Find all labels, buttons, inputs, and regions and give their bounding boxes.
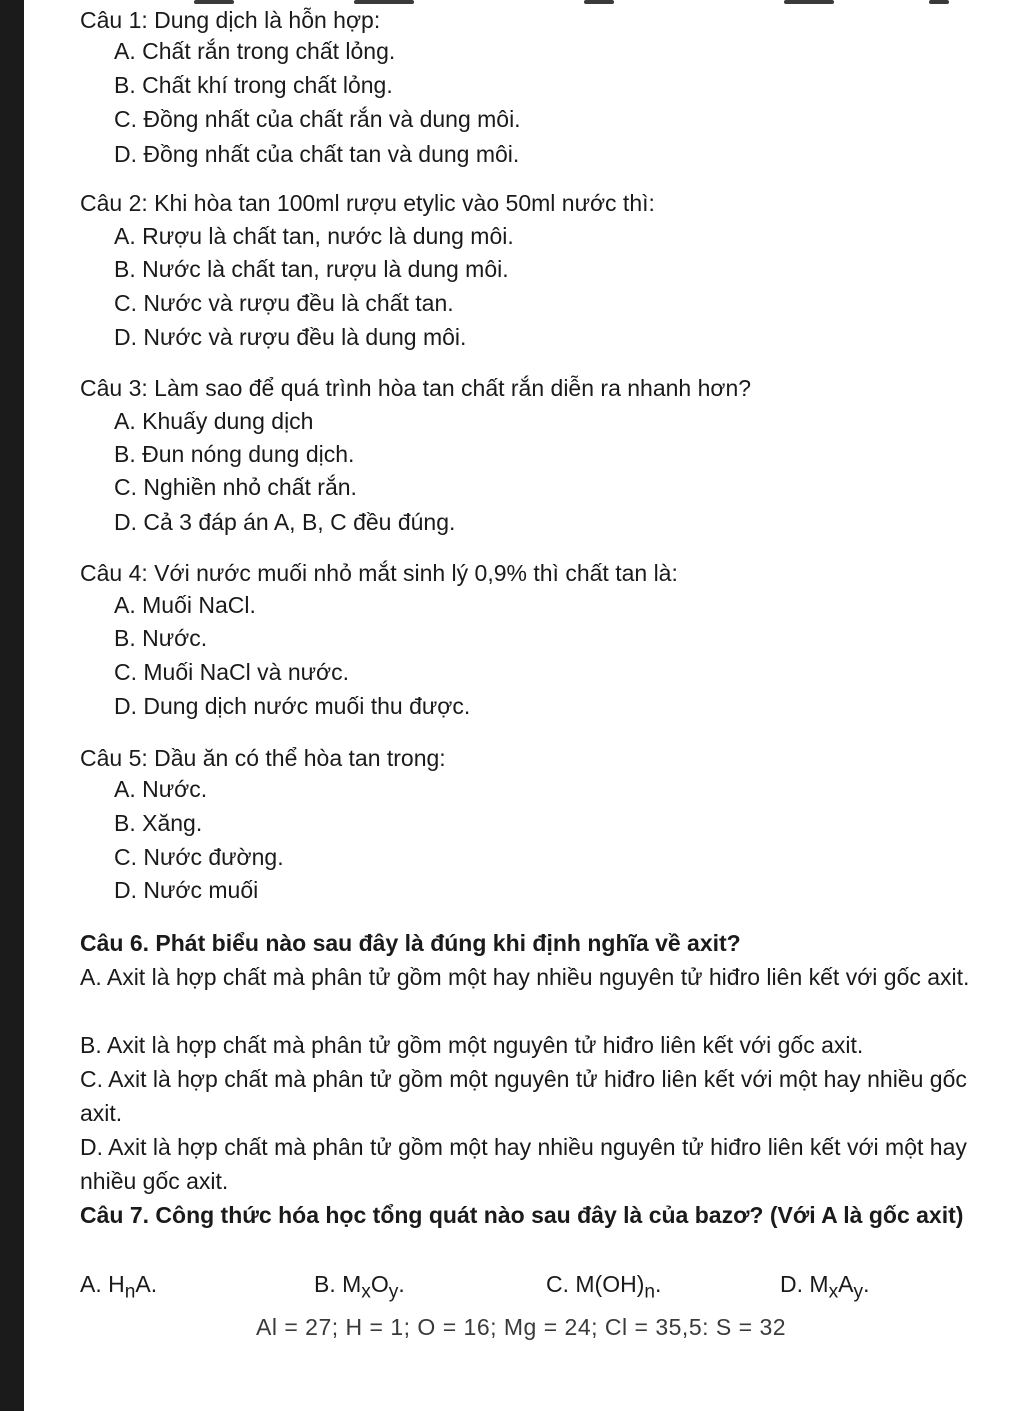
- question-4-title: Câu 4: Với nước muối nhỏ mắt sinh lý 0,9% thì chất tan là:: [80, 560, 678, 586]
- question-1-option-b: B. Chất khí trong chất lỏng.: [114, 72, 393, 98]
- question-2-option-a: A. Rượu là chất tan, nước là dung môi.: [114, 223, 514, 249]
- question-2-option-b: B. Nước là chất tan, rượu là dung môi.: [114, 256, 509, 282]
- question-6-option-a: A. Axit là hợp chất mà phân tử gồm một hay nhiều nguyên tử hiđro liên kết với gốc axit.: [80, 964, 970, 990]
- question-7-option-c: C. $M(OH)_n$.: [546, 1271, 662, 1303]
- question-5-title: Câu 5: Dầu ăn có thể hòa tan trong:: [80, 745, 446, 771]
- question-7-option-d: D. $M_xA_y$.: [780, 1271, 870, 1303]
- question-5-option-b: B. Xăng.: [114, 810, 203, 836]
- question-1-option-a: A. Chất rắn trong chất lỏng.: [114, 38, 396, 64]
- question-2-title: Câu 2: Khi hòa tan 100ml rượu etylic vào 50ml nước thì:: [80, 190, 655, 216]
- question-6-option-c: C. Axit là hợp chất mà phân tử gồm một nguyên tử hiđro liên kết với một hay nhiều gốc axit.: [80, 1066, 967, 1126]
- question-3-option-a: A. Khuấy dung dịch: [114, 408, 314, 434]
- question-3-option-c: C. Nghiền nhỏ chất rắn.: [114, 474, 357, 500]
- question-7-option-b: B. $M_xO_y$.: [314, 1271, 405, 1303]
- question-3-option-d: D. Cả 3 đáp án A, B, C đều đúng.: [114, 509, 456, 535]
- question-5-option-c: C. Nước đường.: [114, 844, 284, 870]
- question-7-option-a: A. $H_nA$.: [80, 1271, 158, 1303]
- question-4-option-b: B. Nước.: [114, 625, 208, 651]
- question-4-option-d: D. Dung dịch nước muối thu được.: [114, 693, 471, 719]
- question-5-option-d: D. Nước muối: [114, 877, 259, 903]
- question-6-option-d: D. Axit là hợp chất mà phân tử gồm một hay nhiều nguyên tử hiđro liên kết với một hay nhiều gốc axit.: [80, 1134, 967, 1194]
- question-6-option-b: B. Axit là hợp chất mà phân tử gồm một nguyên tử hiđro liên kết với gốc axit.: [80, 1032, 864, 1058]
- question-1-title: Câu 1: Dung dịch là hỗn hợp:: [80, 7, 381, 33]
- question-2-option-d: D. Nước và rượu đều là dung môi.: [114, 324, 467, 350]
- question-2-option-c: C. Nước và rượu đều là chất tan.: [114, 290, 454, 316]
- question-3-title: Câu 3: Làm sao để quá trình hòa tan chất rắn diễn ra nhanh hơn?: [80, 375, 752, 401]
- question-7-title: Câu 7. Công thức hóa học tổng quát nào sau đây là của bazơ? (Với A là gốc axit): [80, 1202, 964, 1228]
- question-1-option-d: D. Đồng nhất của chất tan và dung môi.: [114, 141, 520, 167]
- question-3-option-b: B. Đun nóng dung dịch.: [114, 441, 355, 467]
- atomic-mass-constants: Al = 27; H = 1; O = 16; Mg = 24; Cl = 35,5: S = 32: [256, 1314, 787, 1340]
- document-page: [24, 0, 1024, 1411]
- question-1-option-c: C. Đồng nhất của chất rắn và dung môi.: [114, 106, 521, 132]
- question-4-option-c: C. Muối NaCl và nước.: [114, 659, 349, 685]
- question-6-title: Câu 6. Phát biểu nào sau đây là đúng khi định nghĩa về axit?: [80, 930, 741, 956]
- question-4-option-a: A. Muối NaCl.: [114, 592, 256, 618]
- question-5-option-a: A. Nước.: [114, 776, 208, 802]
